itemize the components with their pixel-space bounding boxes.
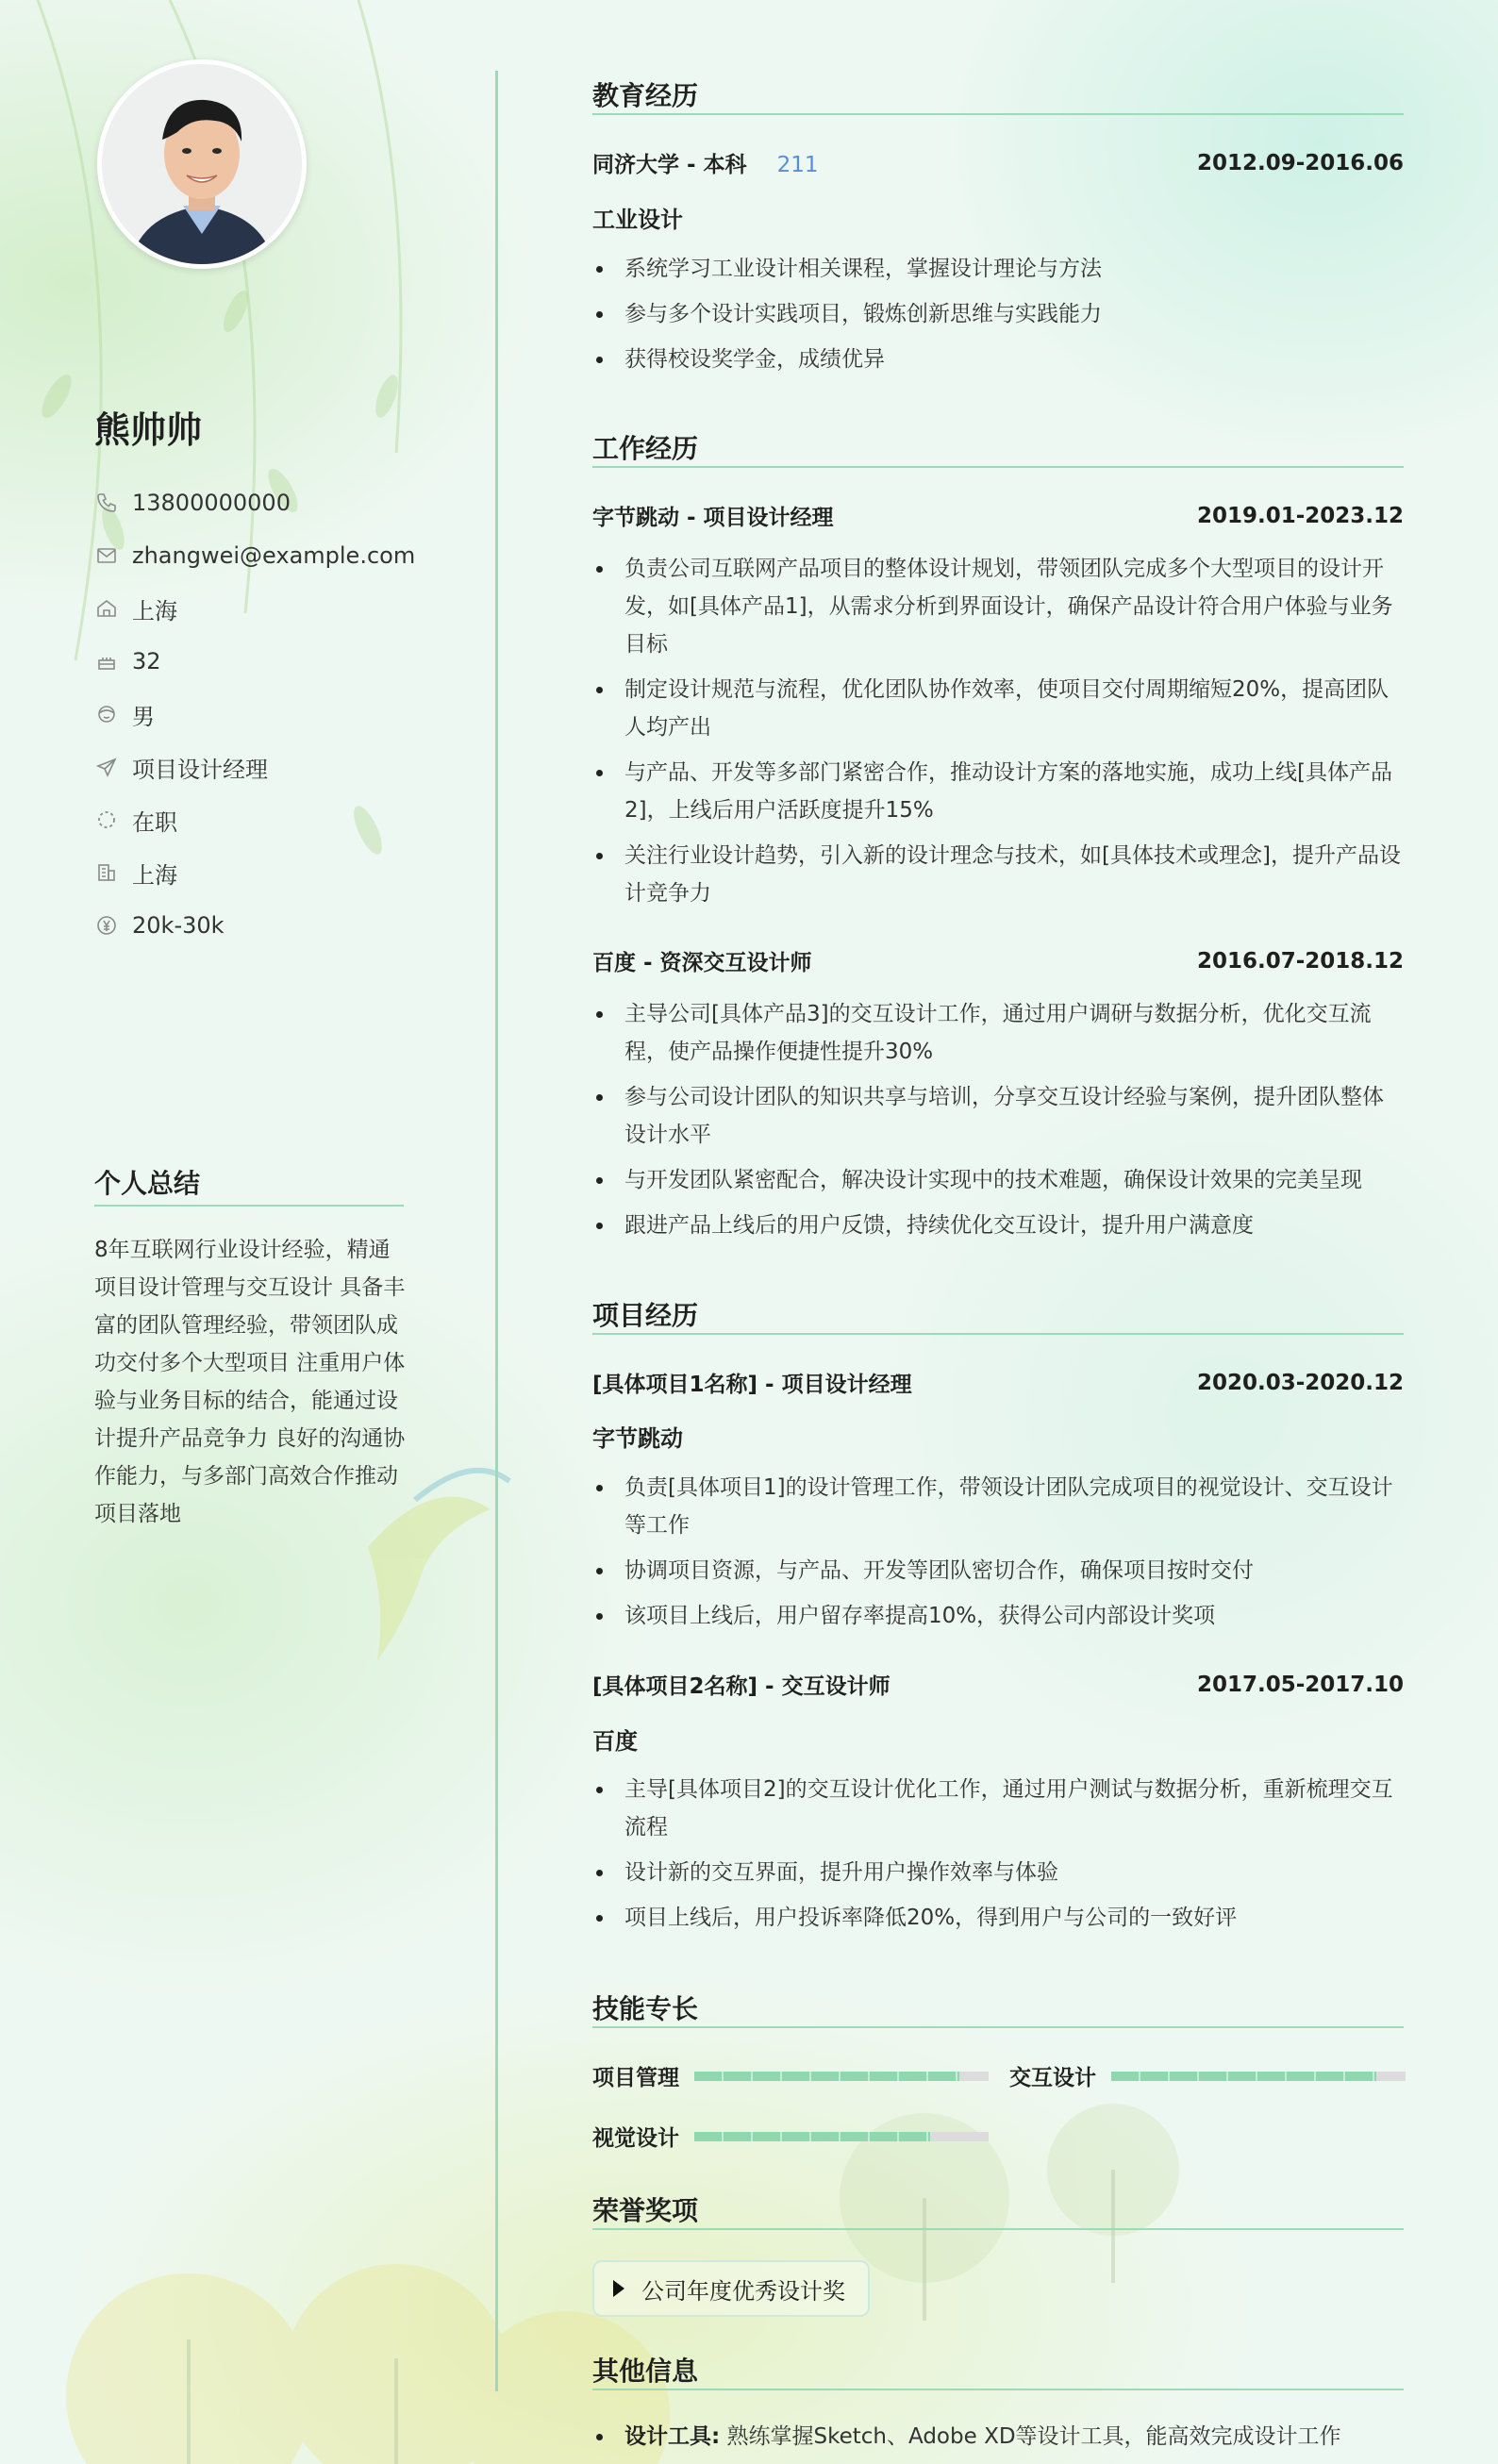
send-icon <box>94 755 119 779</box>
info-phone <box>94 476 415 529</box>
job-header <box>592 945 1404 976</box>
awards-heading: 荣誉奖项 <box>592 2195 699 2226</box>
skill-bar-fill <box>1111 2072 1376 2081</box>
project-header <box>592 1669 1404 1700</box>
skill-visual-design <box>592 2121 989 2152</box>
summary-heading-rule <box>94 1205 404 1207</box>
age-value: 32 <box>132 648 161 674</box>
list-item: 跟进产品上线后的用户反馈，持续优化交互设计，提升用户满意度 <box>592 1207 1404 1244</box>
list-item: 关注行业设计趋势，引入新的设计理念与技术，如[具体技术或理念]，提升产品设计竞争力 <box>592 837 1404 912</box>
award-label: 公司年度优秀设计奖 <box>641 2277 845 2305</box>
mail-icon <box>94 543 119 568</box>
project-title: [具体项目2名称] - 交互设计师 <box>592 1674 890 1699</box>
job-bullets <box>592 995 1404 1252</box>
candidate-name: 熊帅帅 <box>94 409 203 451</box>
list-item: 参与多个设计实践项目，锻炼创新思维与实践能力 <box>592 295 1404 333</box>
job-header <box>592 500 1404 531</box>
school-tag-badge: 211 <box>776 153 819 177</box>
skill-interaction-design <box>1009 2060 1406 2091</box>
list-item: 该项目上线后，用户留存率提高10%，获得公司内部设计奖项 <box>592 1597 1404 1635</box>
avatar <box>97 59 307 269</box>
info-location <box>94 582 415 635</box>
work-heading-rule <box>592 466 1404 468</box>
list-item: 主导公司[具体产品3]的交互设计工作，通过用户调研与数据分析，优化交互流程，使产品操作便捷性提升30% <box>592 995 1404 1071</box>
skill-bar <box>1111 2072 1406 2081</box>
skill-bar <box>694 2072 989 2081</box>
skill-name: 项目管理 <box>592 2066 679 2090</box>
project-company: 百度 <box>592 1728 638 1755</box>
project-date: 2020.03-2020.12 <box>1196 1370 1404 1395</box>
contact-info-list <box>94 476 415 952</box>
location-value: 上海 <box>132 597 177 624</box>
info-target-city <box>94 846 415 899</box>
awards-heading-rule <box>592 2228 1404 2230</box>
list-item: 负责公司互联网产品项目的整体设计规划，带领团队完成多个大型项目的设计开发，如[具体产品1]，从需求分析到界面设计，确保产品设计符合用户体验与业务目标 <box>592 550 1404 663</box>
summary-heading: 个人总结 <box>94 1168 201 1199</box>
gender-value: 男 <box>132 703 155 730</box>
list-item: 项目上线后，用户投诉率降低20%，得到用户与公司的一致好评 <box>592 1899 1404 1937</box>
summary-text: 8年互联网行业设计经验，精通项目设计管理与交互设计 具备丰富的团队管理经验，带领团队成功交付多个大型项目 注重用户体验与业务目标的结合，能通过设计提升产品竞争力 良好的沟通协作能力，与多部门高效合作推动项目落地 <box>94 1238 406 1526</box>
job-bullets <box>592 550 1404 920</box>
info-age <box>94 635 415 688</box>
list-item: 获得校设奖学金，成绩优异 <box>592 341 1404 378</box>
info-salary <box>94 899 415 952</box>
education-heading-rule <box>592 113 1404 115</box>
project-company: 字节跳动 <box>592 1425 683 1452</box>
phone-icon <box>94 491 119 515</box>
education-header <box>592 147 1404 178</box>
loading-icon <box>94 807 119 832</box>
other-text: 熟练掌握Sketch、Adobe XD等设计工具，能高效完成设计工作 <box>726 2424 1341 2449</box>
sidebar <box>0 0 497 2464</box>
education-bullets <box>592 250 1404 386</box>
skill-bar-fill <box>694 2132 930 2141</box>
info-email <box>94 529 415 582</box>
skills-heading-rule <box>592 2026 1404 2028</box>
education-school-wrap <box>592 147 818 178</box>
projects-heading: 项目经历 <box>592 1300 699 1331</box>
list-item: 制定设计规范与流程，优化团队协作效率，使项目交付周期缩短20%，提高团队人均产出 <box>592 671 1404 746</box>
building-icon <box>94 860 119 885</box>
list-item: 与产品、开发等多部门紧密合作，推动设计方案的落地实施，成功上线[具体产品2]，上线后用户活跃度提升15% <box>592 754 1404 829</box>
education-school: 同济大学 - 本科 <box>592 153 747 177</box>
job-date: 2019.01-2023.12 <box>1196 503 1404 528</box>
salary-value: 20k-30k <box>132 912 225 939</box>
cake-icon <box>94 649 119 674</box>
position-value: 项目设计经理 <box>132 756 268 783</box>
other-bullets <box>592 2418 1404 2463</box>
list-item <box>592 2418 1404 2456</box>
skill-project-management <box>592 2060 989 2091</box>
job-title: 字节跳动 - 项目设计经理 <box>592 506 834 530</box>
info-status <box>94 793 415 846</box>
list-item: 负责[具体项目1]的设计管理工作，带领设计团队完成项目的视觉设计、交互设计等工作 <box>592 1469 1404 1544</box>
list-item: 设计新的交互界面，提升用户操作效率与体验 <box>592 1854 1404 1891</box>
home-icon <box>94 596 119 621</box>
play-triangle-icon <box>613 2280 624 2297</box>
status-value: 在职 <box>132 808 177 836</box>
face-icon <box>94 702 119 726</box>
target-city-value: 上海 <box>132 861 177 889</box>
job-date: 2016.07-2018.12 <box>1196 948 1404 974</box>
info-position <box>94 741 415 793</box>
skill-bar <box>694 2132 989 2141</box>
project-bullets <box>592 1469 1404 1642</box>
education-heading: 教育经历 <box>592 80 699 111</box>
list-item: 系统学习工业设计相关课程，掌握设计理论与方法 <box>592 250 1404 288</box>
phone-value: 13800000000 <box>132 490 291 516</box>
yen-coin-icon <box>94 913 119 938</box>
project-title: [具体项目1名称] - 项目设计经理 <box>592 1373 912 1397</box>
email-value: zhangwei@example.com <box>132 542 416 569</box>
job-title: 百度 - 资深交互设计师 <box>592 951 812 975</box>
education-date: 2012.09-2016.06 <box>1196 150 1404 175</box>
list-item: 与开发团队紧密配合，解决设计实现中的技术难题，确保设计效果的完美呈现 <box>592 1161 1404 1199</box>
other-label: 设计工具: <box>624 2424 721 2449</box>
list-item: 协调项目资源，与产品、开发等团队密切合作，确保项目按时交付 <box>592 1552 1404 1590</box>
project-bullets <box>592 1771 1404 1944</box>
other-heading-rule <box>592 2389 1404 2390</box>
other-heading: 其他信息 <box>592 2356 699 2387</box>
skill-name: 交互设计 <box>1009 2066 1096 2090</box>
work-heading: 工作经历 <box>592 433 699 464</box>
award-expander[interactable] <box>592 2260 870 2317</box>
projects-heading-rule <box>592 1333 1404 1335</box>
list-item: 主导[具体项目2]的交互设计优化工作，通过用户测试与数据分析，重新梳理交互流程 <box>592 1771 1404 1846</box>
info-gender <box>94 688 415 741</box>
skills-heading: 技能专长 <box>592 1993 699 2024</box>
skill-name: 视觉设计 <box>592 2126 679 2151</box>
education-major: 工业设计 <box>592 207 683 233</box>
list-item: 参与公司设计团队的知识共享与培训，分享交互设计经验与案例，提升团队整体设计水平 <box>592 1078 1404 1154</box>
skill-bar-fill <box>694 2072 959 2081</box>
project-date: 2017.05-2017.10 <box>1196 1672 1404 1697</box>
project-header <box>592 1367 1404 1398</box>
